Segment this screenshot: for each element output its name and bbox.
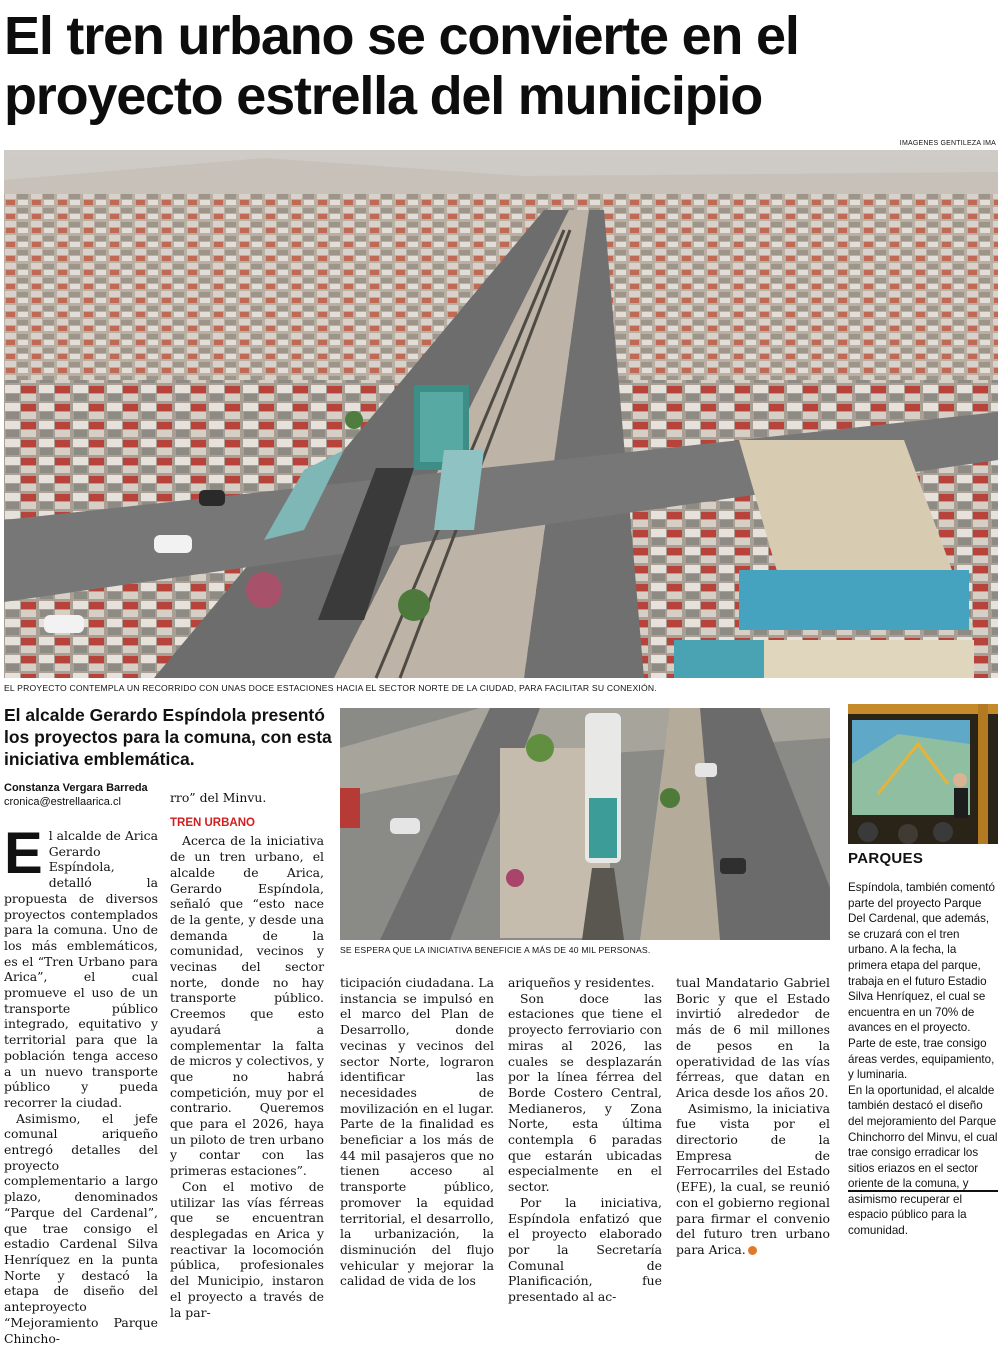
station-aerial-illustration: [340, 708, 830, 940]
main-photo-caption: EL PROYECTO CONTEMPLA UN RECORRIDO CON UNAS DOCE ESTACIONES HACIA EL SECTOR NORTE DE LA CIUDAD, PARA FACILITAR SU CONEXIÓN.: [4, 683, 657, 693]
article-column-5: [676, 975, 830, 1257]
paragraph-text: Asimismo, la iniciativa fue vista por el directorio de la Empresa de Ferrocarriles del Estado (EFE), la cual, se reunió con el gobierno regional para firmar el convenio del futuro tren urbano para Arica.: [676, 1100, 830, 1257]
paragraph: ticipación ciudadana. La instancia se impulsó en el marco del Plan de Desarrollo, donde vecinas y vecinos del sector Norte, lograron identificar las necesidades de movilización en el lugar. Parte de la finalidad es beneficiar a los más de 44 mil pasajeros que no tienen acceso al transporte público, promover la equidad territorial, el desarrollo, la urbanización, la disminución del flujo vehicular y mejorar la calidad de vida de los: [340, 975, 494, 1289]
paragraph: Por la iniciativa, Espíndola enfatizó que el proyecto elaborado por la Secretaría Comunal de Planificación, fue presentado al ac-: [508, 1194, 662, 1305]
sidebar-title: PARQUES: [848, 850, 924, 867]
drop-cap: E: [4, 821, 43, 886]
paragraph: rro” del Minvu.: [170, 790, 267, 805]
sidebar-paragraph: En la oportunidad, el alcalde también destacó el diseño del mejoramiento del Parque Chinchorro del Minvu, el cual trae consigo erradicar los sitios eriazos en el sector oriente de la comuna, y asimismo recuperar el espacio público para la comunidad.: [848, 1083, 998, 1238]
paragraph: Con el motivo de utilizar las vías férreas que se encuentran desplegadas en Arica y reactivar la locomoción pública, profesionales del Municipio, instaron el proyecto a través de la par-: [170, 1178, 324, 1320]
sidebar-divider: [848, 1190, 998, 1192]
paragraph: tual Mandatario Gabriel Boric y que el Estado invirtió alrededor de más de 6 mil millones de pesos en la operatividad de las vías férreas, que datan en Arica desde los años 20.: [676, 975, 830, 1100]
presentation-illustration: [848, 704, 998, 844]
paragraph: [676, 1101, 830, 1258]
sidebar-body: [848, 880, 998, 1239]
deck-subtitle: El alcalde Gerardo Espíndola presentó los proyectos para la comuna, con esta iniciativa emblemática.: [4, 705, 332, 769]
paragraph: Son doce las estaciones que tiene el proyecto ferroviario con miras al 2026, las cuales se desplazarán por la línea férrea del Borde Costero Central, Medianeros, y Zona Norte, esta última contempla 6 paradas que estarán ubicadas especialmente en el sector.: [508, 990, 662, 1195]
paragraph: ariqueños y residentes.: [508, 975, 655, 990]
aerial-city-illustration: [4, 150, 998, 678]
section-subhead: TREN URBANO: [170, 816, 255, 829]
author-email: cronica@estrellaarica.cl: [4, 796, 121, 808]
end-of-article-icon: [748, 1246, 757, 1255]
headline-line-1: El tren urbano se convierte en el: [4, 6, 799, 66]
sidebar-paragraph: Espíndola, también comentó parte del proyecto Parque Del Cardenal, que además, se cruzará con el tren urbano. A la fecha, la primera etapa del parque, trabaja en el futuro Estadio Silva Henríquez, el cual se encuentra en un 70% de avances en el proyecto. Parte de este, trae consigo áreas verdes, equipamiento, y luminaria.: [848, 881, 995, 1082]
presentation-photo: [848, 704, 998, 844]
article-column-3: [340, 975, 494, 1289]
paragraph: Acerca de la iniciativa de un tren urbano, el alcalde de Arica, Gerardo Espíndola, señaló que “esto nace de la gente, y desde una demanda de la comunidad, vecinos y vecinas del sector norte, donde no hay transporte público. Creemos que esto ayudará a complementar la falta de micros y colectivos, y que no habrá competición, muy por el contrario. Queremos que para el 2026, haya un piloto de tren urbano y contar con las primeras estaciones”.: [170, 833, 324, 1179]
paragraph: l alcalde de Arica Gerardo Espíndola, detalló la propuesta de diversos proyectos contemplados para la comuna. Uno de los más emblemáticos, es el “Tren Urbano para Arica”, el cual promueve el uso de un transporte público integrado, equitativo y territorial para que la población tenga acceso a un nuevo transporte público y pueda recorrer la ciudad.: [4, 828, 158, 1110]
main-photo: [4, 150, 998, 678]
headline-line-2: proyecto estrella del municipio: [4, 66, 763, 126]
article-column-2: [170, 790, 324, 1320]
author-name: Constanza Vergara Barreda: [4, 782, 148, 794]
station-photo: [340, 708, 830, 940]
station-photo-caption: SE ESPERA QUE LA INICIATIVA BENEFICIE A MÁS DE 40 MIL PERSONAS.: [340, 945, 651, 955]
headline: [4, 6, 994, 126]
article-column-1: [4, 821, 158, 1346]
photo-credit: IMAGENES GENTILEZA IMA: [899, 140, 996, 147]
article-column-4: [508, 975, 662, 1305]
paragraph: Asimismo, el jefe comunal ariqueño entregó detalles del proyecto complementario a largo plazo, denominados “Parque del Cardenal”, que trae consigo el estadio Cardenal Silva Henríquez en la punta Norte y destacó la etapa de diseño del anteproyecto “Mejoramiento Parque Chincho-: [4, 1110, 158, 1346]
